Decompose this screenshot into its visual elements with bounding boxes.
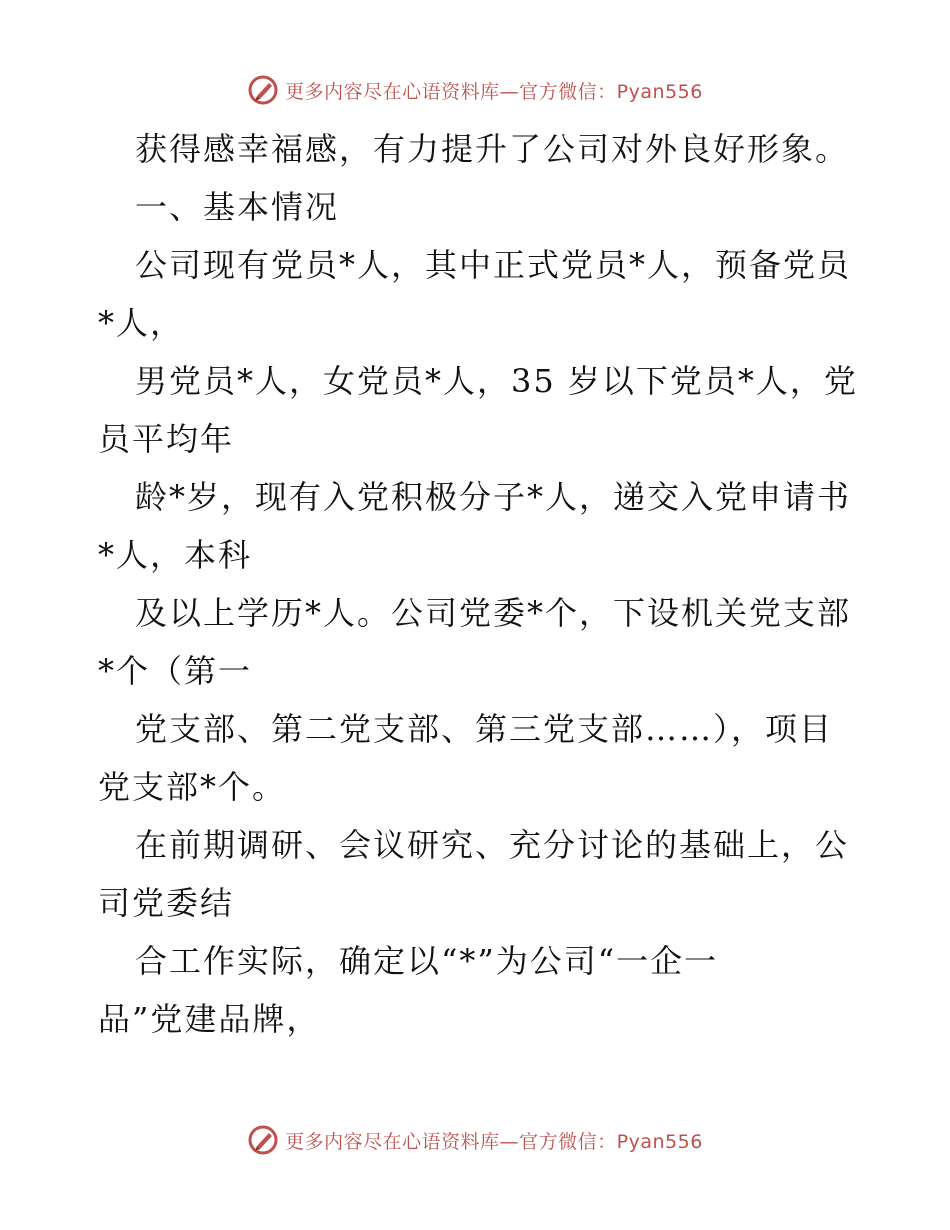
section-heading: 一、基本情况 — [135, 188, 340, 226]
paragraph-line: 员平均年 — [98, 420, 235, 458]
paragraph-line: 获得感幸福感，有力提升了公司对外良好形象。 — [135, 130, 850, 168]
pen-logo-icon — [247, 1124, 279, 1156]
paragraph-line: 男党员*人，女党员*人，35 岁以下党员*人，党 — [135, 362, 858, 400]
footer-watermark-text: 更多内容尽在心语资料库—官方微信：Pyan556 — [285, 1130, 703, 1153]
header-watermark-banner — [0, 70, 950, 110]
pen-logo-icon — [247, 74, 279, 106]
paragraph-line: 龄*岁，现有入党积极分子*人，递交入党申请书 — [135, 478, 852, 516]
paragraph-line: 及以上学历*人。公司党委*个，下设机关党支部 — [135, 594, 852, 632]
header-watermark-text: 更多内容尽在心语资料库—官方微信：Pyan556 — [285, 80, 703, 103]
paragraph-line: 司党委结 — [98, 884, 235, 922]
footer-watermark-banner — [0, 1120, 950, 1160]
paragraph-line: 公司现有党员*人，其中正式党员*人，预备党员 — [135, 246, 852, 284]
paragraph-line: 党支部、第二党支部、第三党支部……），项目 — [135, 710, 834, 748]
paragraph-line: 品”党建品牌， — [98, 1000, 321, 1038]
paragraph-line: 合工作实际，确定以“*”为公司“一企一 — [135, 942, 719, 980]
paragraph-line: 在前期调研、会议研究、充分讨论的基础上，公 — [135, 826, 850, 864]
paragraph-line: *人，本科 — [98, 536, 253, 574]
paragraph-line: *个（第一 — [98, 652, 253, 690]
paragraph-line: *人， — [98, 304, 185, 342]
document-body — [98, 120, 858, 1048]
paragraph-line: 党支部*个。 — [98, 768, 287, 806]
